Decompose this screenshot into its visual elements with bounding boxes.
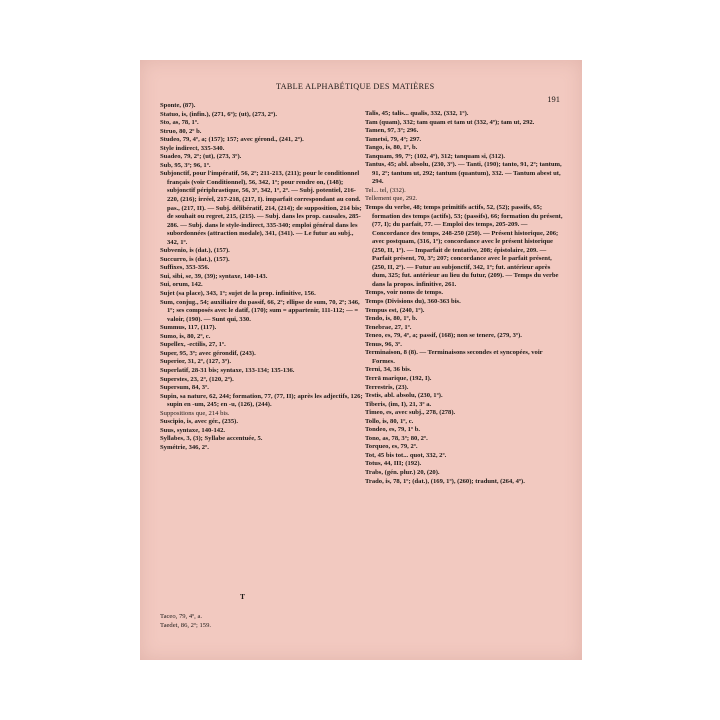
index-entry [365,110,563,119]
index-term: Subjonctif [160,170,190,178]
index-term: Trabs [365,468,382,476]
index-entry [365,289,563,298]
index-entry [160,128,365,137]
index-term: Trado, is [365,477,390,485]
index-entry [160,273,365,282]
index-term: Struo [160,127,176,135]
index-references: , 80, 1º, b. [390,144,418,152]
index-entry [365,460,563,469]
index-term: Tantus [365,161,385,169]
index-term: Syllabes [160,435,184,443]
index-references: , 78, 1º; (dat.), (169, 1º), (260); tradunt, (264, 4º). [389,477,525,485]
index-references: , 3, (3); Syllabe accentuée, 5. [183,435,263,443]
index-references: , (87). [179,102,196,109]
index-term: Taceo [160,613,176,620]
index-term: Tel... tel [365,186,387,194]
index-entry [365,392,563,401]
index-term: Temps du verbe [365,204,410,212]
index-references: , (im, I), 21, 3º a. [385,400,432,408]
index-term: Sponte [160,102,180,109]
index-references: , 28-31 bis; syntaxe, 133-134; 135-136. [188,366,295,374]
index-term: Suadeo [160,153,181,161]
index-entry [365,127,563,136]
index-entry [365,204,563,289]
index-references: , 95, 3º; 96, 1º. [171,161,211,169]
index-references: , 45; talis... qualis, 332, (332, 1º). [378,110,469,117]
index-entry [160,341,365,350]
index-term: Tango, is [365,144,391,152]
index-term: Studeo [160,136,180,144]
index-references: , 142. [187,281,203,289]
page-header [140,82,582,104]
index-entry [365,136,563,145]
index-term: Tametsi [365,135,388,143]
index-references: (dat.), (157). [193,247,230,255]
index-term: Tendo, is [365,315,391,323]
index-references: , 97, 3º; 296. [384,127,419,135]
index-entry [160,111,365,120]
index-references: , (infin.), (271, 6º); (ut), (273, 2º). [186,110,277,118]
index-references: , 79, 2º; (ut), (273, 3º). [180,153,242,161]
index-term: Tondeo, es [365,426,395,434]
index-references: , 80, 2º b. [175,127,202,135]
index-references: , 31, 2º, (127, 3º). [184,358,231,366]
index-entry [365,298,563,307]
index-entry [365,384,563,393]
index-references: , (23). [392,383,409,391]
index-entry [160,418,365,427]
index-references: , abl. absolu, (230, 1º). [380,392,443,400]
index-references: , 78, 3º; 80, 2º. [388,434,428,442]
index-t-section [160,612,365,630]
index-references: (dat.), (157). [193,255,230,263]
index-entry [365,443,563,452]
index-references: , 45; abl. absolu, (230, 3º). — Tanti, (190); tanto, 91, 2º; tantum, 91, 2º; tantum ut, 292; tantum (quantum), 332. — Tantum abest ut, 294. [372,161,562,186]
index-term: Tellement que [365,195,403,203]
index-references: , voir noms de temps. [383,289,444,297]
index-term: Sto, as [160,119,179,127]
index-entry [160,410,365,419]
index-entry [365,366,563,375]
index-entry [365,315,563,324]
index-entry [160,444,365,453]
index-term: Sum [160,298,173,306]
index-term: Succurro, is [160,255,194,263]
index-term: Super [160,349,177,357]
index-entry [365,119,563,128]
index-entry [160,324,365,333]
index-references: , 80, 2º, c. [183,332,211,340]
index-term: Suffixes [160,264,183,272]
index-entry [365,426,563,435]
index-term: Tollo, is [365,417,387,425]
index-term: Subvenio, is [160,247,194,255]
index-references: , 44, III; (192). [380,460,422,468]
index-entry [160,264,365,273]
index-entry [160,427,365,436]
index-entry [365,409,563,418]
index-term: Tenebrae [365,323,392,331]
index-term: Superior [160,358,185,366]
index-term: Sui, orum [160,281,188,289]
running-title: TABLE ALPHABÉTIQUE DES MATIÈRES [276,82,435,91]
index-term: Symétrie [160,443,186,451]
index-references: , (gén. plur.) 20, (20). [381,468,440,476]
index-entry [365,401,563,410]
index-term: Supellex, -ectilis [160,341,206,349]
index-entry [160,350,365,359]
index-term: Testis [365,392,381,400]
index-entry [365,478,563,487]
index-references: , 335-340. [197,144,225,152]
index-term: Tempus est [365,306,397,314]
index-term: Supin [160,392,177,400]
index-references: , 80, 1º, b. [390,315,418,323]
index-references: , 353-356. [182,264,210,272]
index-references: , (332). [386,186,406,194]
index-term: Terni [365,366,381,374]
index-references: , 79, 4º, a; passif, (168); non se tenere, (279, 3º). [390,332,522,340]
index-references: , 332; tam quam et tam ut (332, 4º); tam ut, 292. [399,118,535,126]
index-references: , 117, (117). [184,324,217,332]
index-references: , 99, 7º; (102, 4º), 312; tanquam si, (312). [391,152,506,160]
index-entry [160,145,365,154]
index-entry [365,187,563,196]
index-entry [160,612,365,621]
index-term: Temps (Divisions du) [365,298,425,306]
index-entry [160,384,365,393]
index-term: Teneo, es [365,332,391,340]
index-term: Sumo, is [160,332,184,340]
index-term: Suscipio, is [160,418,192,426]
index-entry [160,162,365,171]
index-entry [160,299,365,325]
index-term: Talis [365,110,379,117]
index-entry [365,349,563,366]
index-references: , syntaxe, 140-142. [173,426,226,434]
index-entry [160,435,365,444]
index-references: , 27, 1º. [391,323,412,331]
index-references: , 79, 4º, a; (157); 157; avec gérond., (241, 2º). [179,136,304,144]
index-references: , avec gér., (235). [191,418,238,426]
index-references: , 45 bis tot... quot, 332, 2º. [374,451,447,459]
index-references: , 34, 36 bis. [380,366,412,374]
index-entry [365,144,563,153]
index-entry [365,161,563,187]
index-term: Tot [365,451,375,459]
index-references: , conjug., 54; auxiliaire du passif, 66, 2º; ellipse de sum, 70, 2º; 346, 1º; ses composés avec le datif, (170); sum = appartenir, 111-112; — = valoir, (190). — Sunt qui, 330. [167,298,360,323]
index-entry [365,418,563,427]
index-term: Statuo, is [160,110,187,118]
index-entry [365,452,563,461]
index-term: Terminaison [365,349,401,357]
index-term: Tiberis [365,400,386,408]
index-entry [365,307,563,316]
index-term: Timeo, es [365,409,392,417]
index-entry [365,469,563,478]
index-references: , 79, 4º, a. [175,613,203,620]
index-entry [160,119,365,128]
index-references: , 292. [402,195,418,203]
index-entry [160,136,365,145]
index-term: Sujet [160,290,175,298]
index-entry [160,376,365,385]
index-entry [365,153,563,162]
index-entry [365,332,563,341]
index-entry [160,621,365,630]
index-references: , 79, 4º; 297. [387,135,422,143]
index-term: Taedet [160,622,178,629]
index-references: , 39, (39); syntaxe, 140-143. [191,272,268,280]
index-term: Temps [365,289,384,297]
index-references: , sa nature, 62, 244; formation, 77, (77, II); après les adjectifs, 126; supin en -um, 245; en -u, (126), (244). [167,392,363,409]
index-entry [160,393,365,410]
index-term: Totus [365,460,381,468]
index-references: , (192, I). [406,374,432,382]
index-term: Summus [160,324,185,332]
index-column-right [365,110,563,486]
index-references: , pour l'impératif, 56, 2º; 211-213, (211); pour le conditionnel français (voir Conditionnel), 56, 342, 1º; pour rendre on, (148); subjonctif périphrastique, 56, 3º, 342, 1º, 2º. — Subj. potentiel, 216-220, (216); irréel, 217-218, (217, I). imparfait correspondant au cond. pas., (217, II). — Subj. délibératif, 214, (214); de supposition, 214 bis; de souhait ou regret, 215, (215). — Subj. dans les prop. causales, 285-286. — Subj. dans le style-indirect, 335-340; emploi général dans les subordonnées (attraction modale), 341, (341). — Le futur au subj., 342, 1º. [167,170,362,246]
book-page [140,60,582,660]
index-entry [365,341,563,350]
index-references: , 346, 2º. [185,443,209,451]
index-term: Superlatif [160,366,189,374]
index-term: Tono, as [365,434,389,442]
index-term: Tam (quam) [365,118,400,126]
index-term: Superstes [160,375,188,383]
index-term: Suppositions que [160,409,206,417]
index-references: , 84, 3º. [188,384,209,392]
letter-heading-t: T [239,592,245,601]
index-entry [160,170,365,247]
index-references: , 78, 1º. [178,119,199,127]
index-entry [160,281,365,290]
index-entry [160,247,365,256]
index-references: , 360-363 bis. [424,298,461,306]
index-references: , (240, 1º). [396,306,425,314]
index-column-left [160,102,365,452]
index-references: , 23, 2º, (120, 2º). [187,375,234,383]
index-term: Style indirect [160,144,198,152]
index-term: Torqueo, es [365,443,398,451]
index-entry [365,195,563,204]
index-references: , 86, 2º; 159. [177,622,212,629]
index-term: Terrā marique [365,374,407,382]
index-term: Sui, sibi, se [160,272,192,280]
index-term: Suus [160,426,174,434]
index-references: , 96, 3º. [381,340,402,348]
index-references: , 27, 1º. [205,341,226,349]
index-references: , 8 (8). — Terminaisons secondes et syncopées, voir Formes. [372,349,543,365]
index-term: Tanquam [365,152,392,160]
index-references: , 79, 2º. [397,443,418,451]
index-references: , 48; temps primitifs actifs, 52, (52); passifs, 65; formation des temps (actifs), 53; (passifs), 66; formation du présent, (77, I); du parfait, 77. — Emploi des temps, 205-209. — Concordance des temps, 248-250 (250). — Présent historique, 206; avec postquam, (316, 1º); concordance avec le présent historique (250, II, 1º). — Imparfait de tentative, 208; épistolaire, 209. — Parfait présent, 70, 3º; 207; concordance avec le parfait présent, (250, II, 2º). — Futur au subjonctif, 342, 1º; fut. antérieur après dum, 325; fut. antérieur au lieu du futur, (209). — Temps du verbe dans la propos. infinitive, 261. [372,204,563,288]
index-term: Terrestris [365,383,393,391]
index-entry [160,290,365,299]
index-references: , avec subj., 278, (278). [391,409,456,417]
index-entry [160,358,365,367]
index-term: Sub [160,161,172,169]
index-entry [365,435,563,444]
index-term: Supersum [160,384,189,392]
page-number: 191 [547,94,560,104]
index-entry [160,333,365,342]
index-references: , 79, 1º b. [394,426,421,434]
index-entry [160,153,365,162]
index-term: Tenus [365,340,382,348]
index-references: , 80, 1º, c. [386,417,414,425]
index-term: Tamen [365,127,385,135]
index-references: (sa place), 343, 1º; sujet de la prop. infinitive, 156. [174,290,316,298]
index-references: , 95, 3º; avec gérondif, (243). [176,349,256,357]
index-entry [160,256,365,265]
index-entry [160,367,365,376]
index-entry [160,102,365,111]
index-references: , 214 bis. [205,409,230,417]
index-entry [365,324,563,333]
index-entry [365,375,563,384]
